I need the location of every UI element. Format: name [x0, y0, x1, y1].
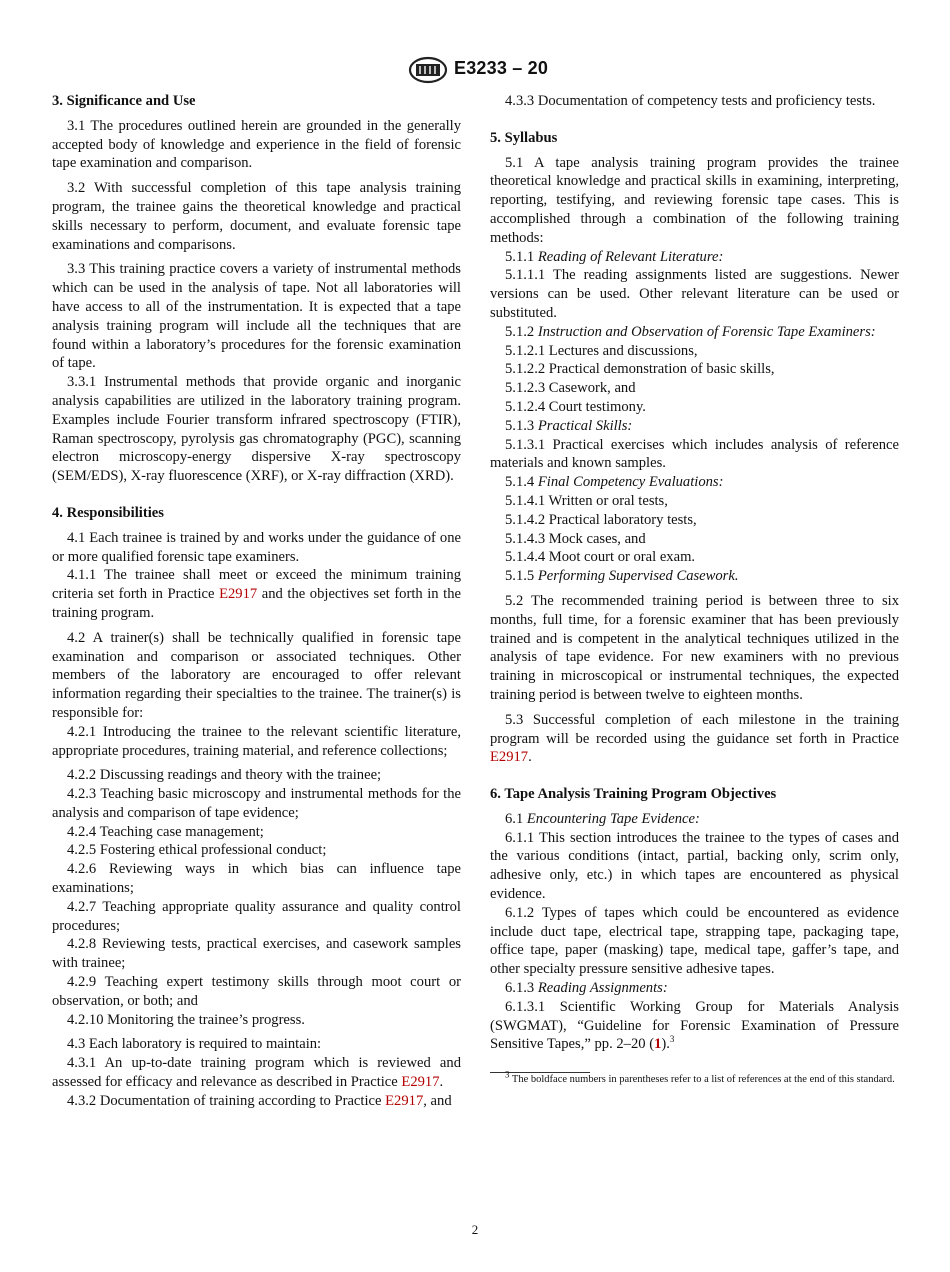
para-4-2-7: 4.2.7 Teaching appropriate quality assurance and quality control procedures;	[52, 898, 461, 934]
para-4-2-2: 4.2.2 Discussing readings and theory with the trainee;	[67, 767, 382, 784]
para-5-1-4-4: 5.1.4.4 Moot court or oral exam.	[505, 549, 696, 566]
section-6-title: 6. Tape Analysis Training Program Objectives	[490, 786, 777, 803]
right-column	[490, 92, 899, 1087]
para-5-1-2-3: 5.1.2.3 Casework, and	[505, 380, 636, 397]
para-4-2-10: 4.2.10 Monitoring the trainee’s progress.	[67, 1011, 305, 1028]
ref-e2917-link[interactable]: E2917	[490, 749, 529, 766]
para-4-2-1: 4.2.1 Introducing the trainee to the relevant scientific literature, appropriate procedures, training material, and reference collections;	[52, 723, 461, 759]
para-4-2-9: 4.2.9 Teaching expert testimony skills through moot court or observation, or both; and	[52, 974, 461, 1009]
para-4-3-3: 4.3.3 Documentation of competency tests and proficiency tests.	[505, 93, 876, 109]
para-5-3: 5.3 Successful completion of each milestone in the training program will be recorded using the guidance set forth in Practice E2917.	[490, 711, 899, 766]
para-3-3: 3.3 This training practice covers a variety of instrumental methods which can be used in the analysis of tape. Not all laboratories will have access to all of the instrumentation. It is expected that a tape analysis training program will include all the techniques that are found within a laboratory’s procedures for the forensic examination of tape.	[52, 261, 461, 372]
para-4-1-1: 4.1.1 The trainee shall meet or exceed the minimum training criteria set forth in Practice E2917 and the objectives set forth in the training program.	[52, 567, 462, 621]
para-6-1-3-1: 6.1.3.1 Scientific Working Group for Materials Analysis (SWGMAT), “Guideline for Forensic Examination of Pressure Sensitive Tapes,” pp. 2–20 (1).$^3$	[490, 998, 899, 1053]
para-5-1-5: 5.1.5 Performing Supervised Casework.	[505, 568, 739, 585]
astm-logo	[408, 56, 448, 84]
para-6-1-2: 6.1.2 Types of tapes which could be encountered as evidence include duct tape, electrical tape, strapping tape, packaging tape, office tape, paper (masking) tape, medical tape, gaffer’s tape, and other specialty pressure sensitive adhesive tapes.	[490, 904, 899, 978]
left-column	[52, 92, 461, 1111]
section-3-title: 3. Significance and Use	[52, 93, 196, 109]
ref-e2917-link[interactable]: E2917	[385, 1092, 424, 1109]
para-4-3-2: 4.3.2 Documentation of training according to Practice E2917, and	[67, 1092, 452, 1109]
page-header	[0, 56, 950, 86]
para-4-2-5: 4.2.5 Fostering ethical professional conduct;	[67, 842, 327, 859]
para-4-2-3: 4.2.3 Teaching basic microscopy and instrumental methods for the analysis and comparison of tape evidence;	[52, 786, 461, 821]
para-5-1-2: 5.1.2 Instruction and Observation of Forensic Tape Examiners:	[505, 323, 876, 340]
para-5-1-1: 5.1.1 Reading of Relevant Literature:	[505, 248, 724, 265]
para-5-1-2-4: 5.1.2.4 Court testimony.	[505, 398, 646, 415]
para-5-1-4-1: 5.1.4.1 Written or oral tests,	[505, 492, 668, 509]
para-5-1-4: 5.1.4 Final Competency Evaluations:	[505, 474, 724, 491]
para-5-1-2-1: 5.1.2.1 Lectures and discussions,	[505, 342, 698, 359]
para-5-1-4-2: 5.1.4.2 Practical laboratory tests,	[505, 511, 697, 528]
para-5-1: 5.1 A tape analysis training program provides the trainee theoretical knowledge and practical skills in examining, interpreting, reporting, testifying, and reviewing forensic tape cases. This is accomplished through a combination of the following training methods:	[490, 154, 899, 246]
para-5-1-1-1: 5.1.1.1 The reading assignments listed are suggestions. Newer versions can be used. Other relevant literature can be used or substituted.	[490, 267, 899, 321]
para-3-3-1: 3.3.1 Instrumental methods that provide organic and inorganic analysis capabilities are utilized in the laboratory training program. Examples include Fourier transform infrared spectroscopy (FTIR), Raman spectroscopy, pyrolysis gas chromatography (PGC), scanning electron microscopy-energy dispersive X-ray spectroscopy (SEM/EDS), X-ray fluorescence (XRF), or X-ray diffraction (XRD).	[52, 374, 461, 485]
para-3-1: 3.1 The procedures outlined herein are grounded in the generally accepted body of knowledge and experience in the field of forensic tape examination and comparison.	[52, 117, 461, 172]
ref-e2917-link[interactable]: E2917	[219, 586, 258, 603]
standard-designation: E3233 – 20	[454, 58, 549, 78]
section-5-title: 5. Syllabus	[490, 129, 558, 146]
section-4-title: 4. Responsibilities	[52, 504, 164, 521]
footnote-3: $^3$ The boldface numbers in parentheses refer to a list of references at the end of this standard.	[505, 1069, 895, 1086]
page-number: 2	[471, 1222, 479, 1237]
para-5-1-4-3: 5.1.4.3 Mock cases, and	[505, 530, 646, 547]
para-3-2: 3.2 With successful completion of this tape analysis training program, the trainee gains the theoretical knowledge and practical skills necessary to perform, document, and evaluate forensic tape examinations and comparisons.	[52, 180, 461, 253]
para-4-1: 4.1 Each trainee is trained by and works under the guidance of one or more qualified forensic tape examiners.	[52, 529, 461, 565]
para-4-3: 4.3 Each laboratory is required to maintain:	[67, 1036, 322, 1053]
para-6-1-1: 6.1.1 This section introduces the trainee to the types of cases and the various conditions (intact, partial, backing only, scrim only, adhesive only, etc.) in which tapes are encountered as physical evidence.	[490, 829, 899, 903]
para-4-3-1: 4.3.1 An up-to-date training program which is reviewed and assessed for efficacy and relevance as described in Practice E2917.	[52, 1055, 461, 1091]
para-6-1-3: 6.1.3 Reading Assignments:	[505, 980, 668, 997]
para-4-2: 4.2 A trainer(s) shall be technically qualified in forensic tape examination and comparison or associated techniques. Other members of the laboratory are encouraged to offer relevant information regarding their specialties to the trainee. The trainer(s) is responsible for:	[52, 629, 461, 721]
para-5-1-2-2: 5.1.2.2 Practical demonstration of basic skills,	[505, 361, 775, 378]
para-6-1: 6.1 Encountering Tape Evidence:	[505, 810, 700, 827]
ref-e2917-link[interactable]: E2917	[401, 1074, 440, 1091]
footnote-marker[interactable]: 3	[669, 1034, 675, 1045]
para-4-2-8: 4.2.8 Reviewing tests, practical exercises, and casework samples with trainee;	[52, 936, 461, 972]
para-5-1-3: 5.1.3 Practical Skills:	[505, 417, 633, 434]
para-5-1-3-1: 5.1.3.1 Practical exercises which includes analysis of reference materials and known samples.	[490, 436, 899, 472]
para-4-2-4: 4.2.4 Teaching case management;	[67, 823, 264, 840]
para-5-2: 5.2 The recommended training period is between three to six months, full time, for a forensic examiner that has been previously trained and is competent in the analytical techniques utilized in the analysis of tape evidence. For new examiners with no previous training in microscopical or instrumental techniques, the expected training period is between twelve to eighteen months.	[490, 592, 899, 703]
para-4-2-6: 4.2.6 Reviewing ways in which bias can influence tape examinations;	[52, 861, 461, 897]
reference-1-link[interactable]: 1	[654, 1036, 662, 1053]
